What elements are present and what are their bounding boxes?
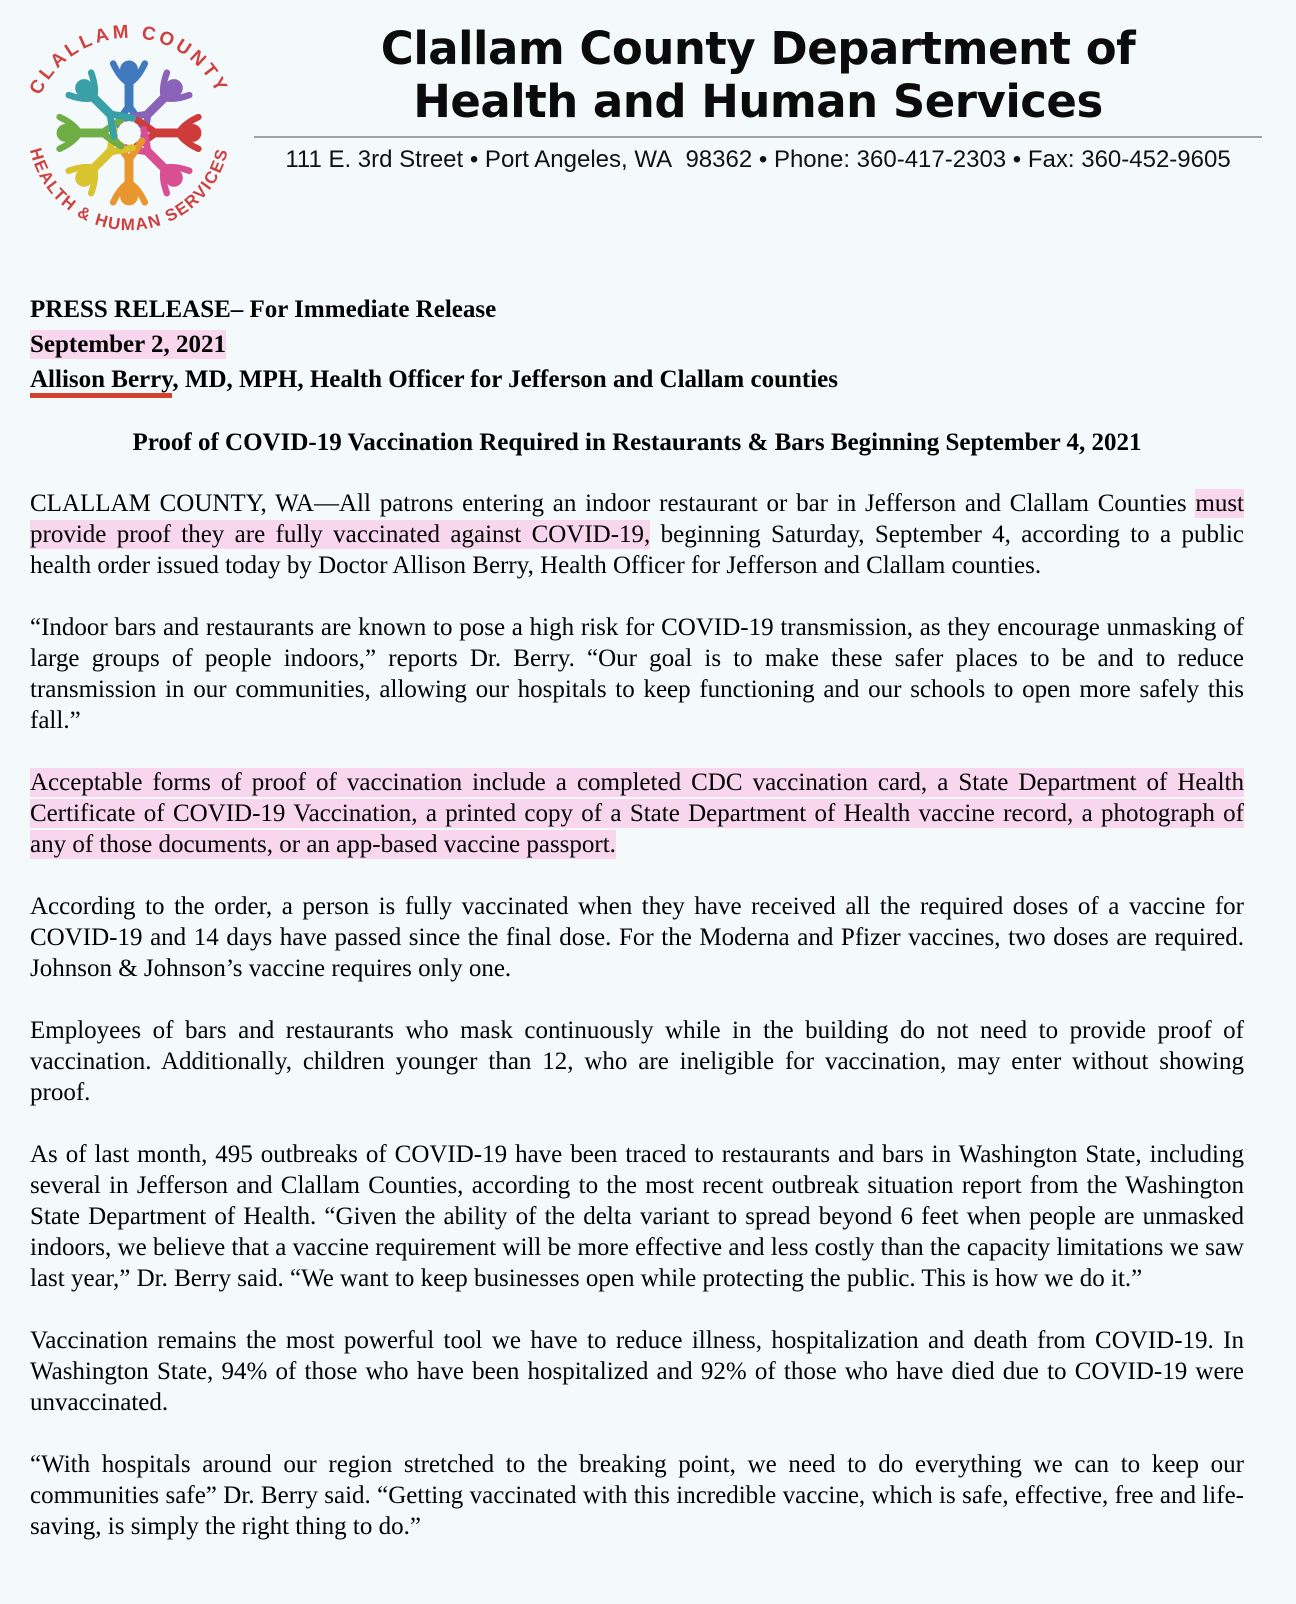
paragraph-7 <box>30 1325 1244 1418</box>
release-author-line <box>30 362 1244 397</box>
release-date-line <box>30 327 1244 362</box>
release-date: September 2, 2021 <box>30 331 227 358</box>
paragraph-4-text: According to the order, a person is fully vaccinated when they have received all the required doses of a vaccine for COVID-19 and 14 days have passed since the final dose. For the Moderna and Pfizer vaccines, two doses are required. Johnson & Johnson’s vaccine requires only one. <box>30 893 1244 982</box>
paragraph-5 <box>30 1015 1244 1108</box>
org-address: 111 E. 3rd Street • Port Angeles, WA 98362 • Phone: 360-417-2303 • Fax: 360-452-9605 <box>285 146 1231 174</box>
paragraph-5-text: Employees of bars and restaurants who mask continuously while in the building do not need to provide proof of vaccination. Additionally, children younger than 12, who are ineligible for vaccination, may enter without showing proof. <box>30 1017 1244 1106</box>
paragraph-8 <box>30 1449 1244 1542</box>
headline: Proof of COVID-19 Vaccination Required in Restaurants & Bars Beginning September 4, 2021 <box>132 429 1142 456</box>
paragraph-1-text-cont: beginning Saturday, September 4, according to a public health order issued today by Doctor Allison Berry, Health Officer for Jefferson and Clallam counties. <box>30 521 1245 579</box>
press-release-body <box>0 246 1296 1578</box>
org-title-line1: Clallam County Department of <box>380 22 1136 75</box>
author-name: Allison Berry <box>30 366 172 398</box>
logo-people-ring <box>57 61 201 205</box>
paragraph-8-text: “With hospitals around our region stretched to the breaking point, we need to do everything we can to keep our communities safe” Dr. Berry said. “Getting vaccinated with this incredible vaccine, which is safe, effective, free and life-saving, is simply the right thing to do.” <box>30 1451 1244 1540</box>
letterhead <box>0 0 1296 246</box>
release-type-line: PRESS RELEASE– For Immediate Release <box>30 296 497 323</box>
paragraph-6-text: As of last month, 495 outbreaks of COVID-19 have been traced to restaurants and bars in Washington State, including several in Jefferson and Clallam Counties, according to the most recent outbreak situation report from the Washington State Department of Health. “Given the ability of the delta variant to spread beyond 6 feet when people are unmasked indoors, we believe that a vaccine requirement will be more effective and less costly than the capacity limitations we saw last year,” Dr. Berry said. “We want to keep businesses open while protecting the public. This is how we do it.” <box>30 1141 1244 1292</box>
paragraph-2-text: “Indoor bars and restaurants are known to pose a high risk for COVID-19 transmission, as they encourage unmasking of large groups of people indoors,” reports Dr. Berry. “Our goal is to make these safer places to be and to reduce transmission in our communities, allowing our hospitals to keep functioning and our schools to open more safely this fall.” <box>30 614 1244 734</box>
logo-top-arc-text: CLALLAM COUNTY <box>24 20 234 98</box>
paragraph-1-text: CLALLAM COUNTY, WA—All patrons entering an indoor restaurant or bar in Jefferson and Clallam Counties <box>30 490 1196 517</box>
logo-bottom-arc-text: HEALTH & HUMAN SERVICES <box>25 145 233 235</box>
paragraph-2 <box>30 612 1244 736</box>
paragraph-7-text: Vaccination remains the most powerful tool we have to reduce illness, hospitalization and death from COVID-19. In Washington State, 94% of those who have been hospitalized and 92% of those who have died due to COVID-19 were unvaccinated. <box>30 1327 1244 1416</box>
org-title <box>248 22 1268 128</box>
paragraph-1-highlighted-text: must provide proof they are fully vaccinated against COVID-19, <box>30 490 1244 548</box>
paragraph-6 <box>30 1139 1244 1294</box>
paragraph-4 <box>30 891 1244 984</box>
header-divider <box>254 136 1262 138</box>
org-logo-seal-icon <box>10 8 248 246</box>
paragraph-3-highlighted-text: Acceptable forms of proof of vaccination include a completed CDC vaccination card, a State Department of Health Certificate of COVID-19 Vaccination, a printed copy of a State Department of Health vaccine record, a photograph of any of those documents, or an app-based vaccine passport. <box>30 769 1244 858</box>
letterhead-text <box>248 8 1268 174</box>
author-credentials: , MD, MPH, Health Officer for Jefferson and Clallam counties <box>172 366 838 393</box>
paragraph-3 <box>30 767 1244 860</box>
org-title-line2: Health and Human Services <box>413 75 1103 129</box>
paragraph-1 <box>30 488 1244 581</box>
org-logo <box>10 8 248 246</box>
